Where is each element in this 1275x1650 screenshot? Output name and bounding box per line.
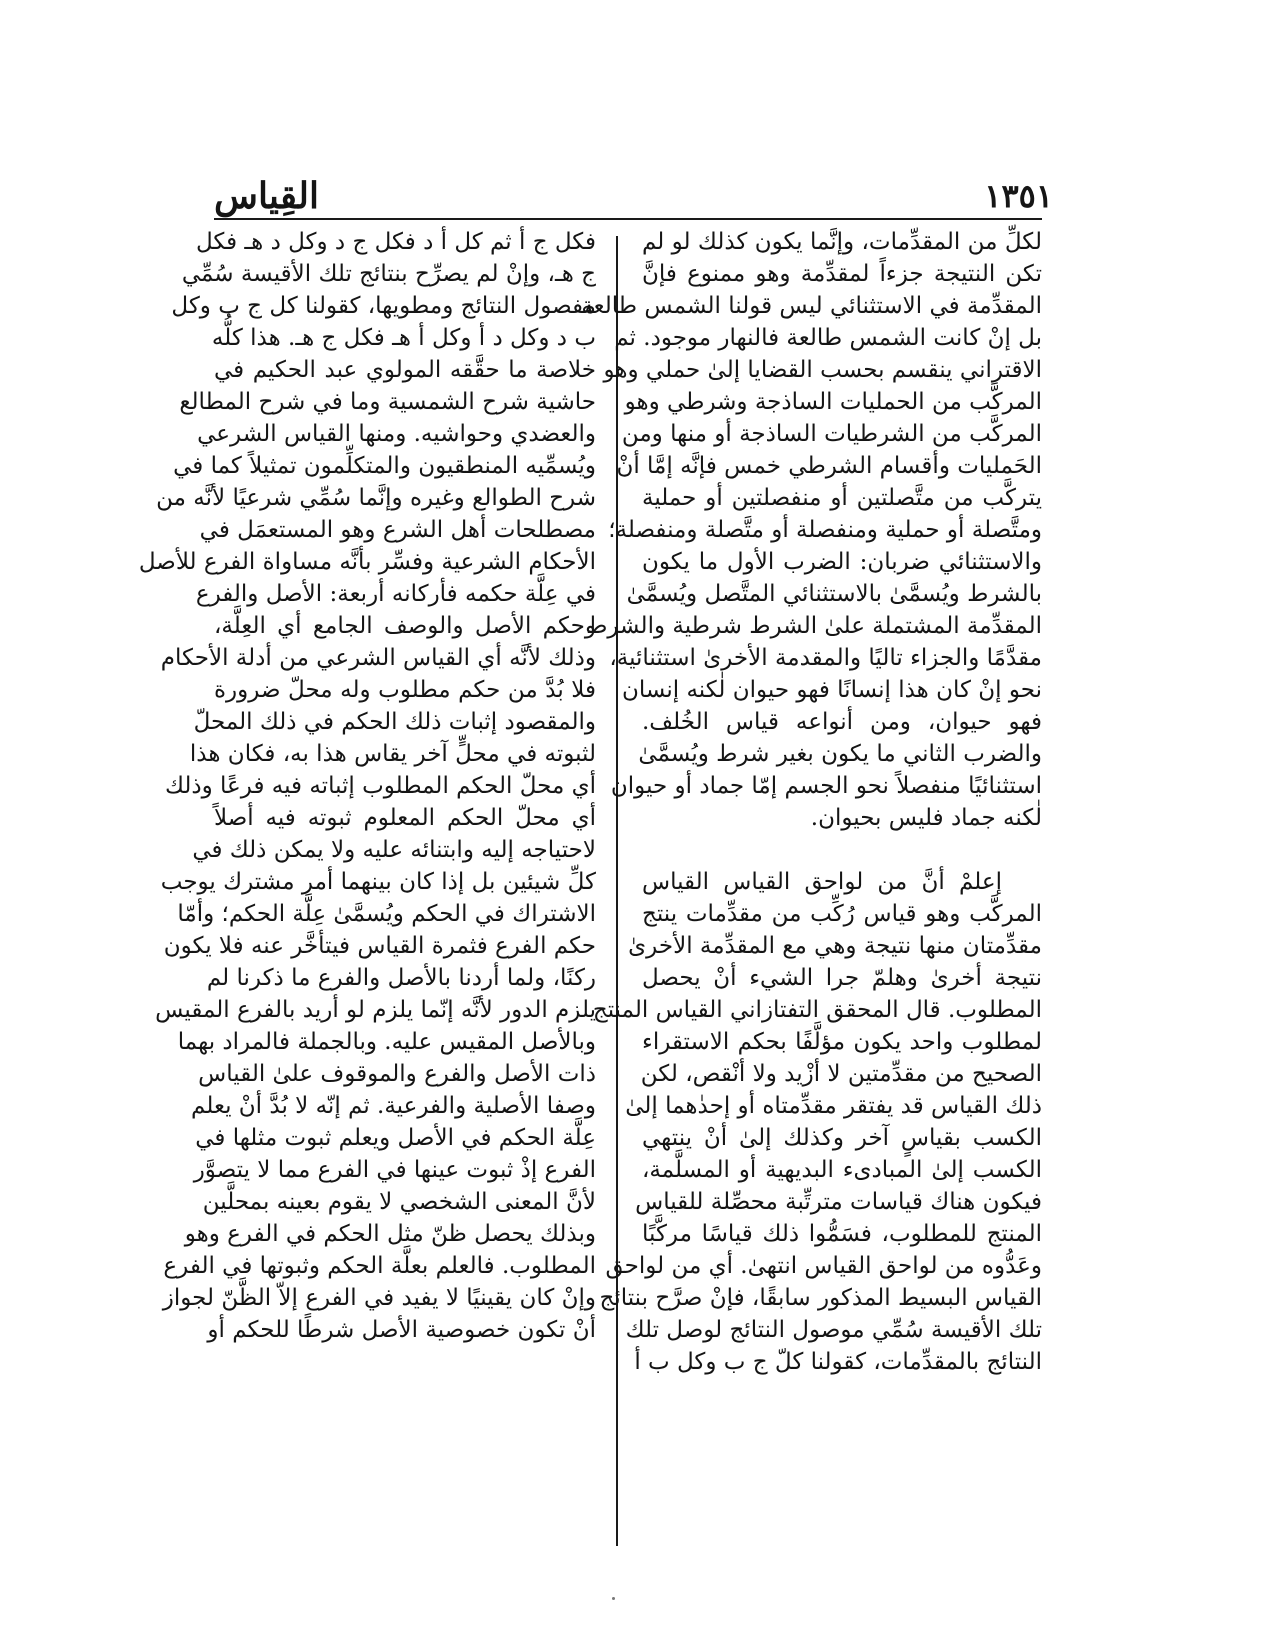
text-line: المطلوب. فالعلم بعلَّة الحكم وثبوتها في الفرع <box>163 1253 596 1279</box>
text-line: الفرع إذْ ثبوت عينها في الفرع مما لا يتصوَّر <box>193 1157 596 1183</box>
text-line: لاحتياجه إليه وابتنائه عليه ولا يمكن ذلك في <box>192 837 596 863</box>
text-line: أنْ تكون خصوصية الأصل شرطًا للحكم أو <box>207 1317 596 1343</box>
text-line: وبذلك يحصل ظنّ مثل الحكم في الفرع وهو <box>184 1221 596 1247</box>
text-line: والاستثنائي ضربان: الضرب الأول ما يكون <box>642 549 1042 575</box>
text-line: أي محلّ الحكم المطلوب إثباته فيه فرعًا وذلك <box>164 773 596 799</box>
text-line: والعضدي وحواشيه. ومنها القياس الشرعي <box>197 421 596 447</box>
text-line: ج هـ، وإنْ لم يصرِّح بنتائج تلك الأقيسة سُمِّي <box>181 261 596 287</box>
text-line: المركَّب من الحمليات الساذجة وشرطي وهو <box>624 389 1042 415</box>
text-line: وعَدُّوه من لواحق القياس انتهىٰ. أي من لواحق <box>605 1253 1042 1279</box>
text-line: المقدِّمة في الاستثنائي ليس قولنا الشمس طالعة <box>581 293 1042 319</box>
text-line: نحو إنْ كان هذا إنسانًا فهو حيوان لٰكنه إنسان <box>621 677 1042 703</box>
text-line: يلزم الدور لأنَّه إنّما يلزم لو أريد بالفرع المقيس <box>155 997 596 1023</box>
text-line: حكم الفرع فثمرة القياس فيتأخَّر عنه فلا يكون <box>163 933 596 959</box>
text-line: بل إنْ كانت الشمس طالعة فالنهار موجود. ثم <box>614 325 1042 351</box>
text-line: استثنائيًا منفصلاً نحو الجسم إمّا جماد أو حيوان <box>610 773 1042 799</box>
text-line: لٰكنه جماد فليس بحيوان. <box>810 805 1042 831</box>
text-line: مصطلحات أهل الشرع وهو المستعمَل في <box>199 517 596 543</box>
text-line: ذلك القياس قد يفتقر مقدِّمتاه أو إحدٰهما إلىٰ <box>625 1093 1042 1119</box>
text-line: فيكون هناك قياسات مترتِّبة محصِّلة للقياس <box>635 1189 1042 1215</box>
text-line: إعلمْ أنَّ من لواحق القياس القياس <box>642 869 1002 895</box>
text-line: تلك الأقيسة سُمِّي موصول النتائج لوصل تلك <box>625 1317 1042 1343</box>
text-line: الأحكام الشرعية وفسِّر بأنَّه مساواة الفرع للأصل <box>138 549 596 575</box>
text-line: النتائج بالمقدِّمات، كقولنا كلّ ج ب وكل ب أ <box>634 1349 1042 1375</box>
text-line: عِلَّة الحكم في الأصل ويعلم ثبوت مثلها في <box>195 1125 596 1151</box>
text-line: أي محلّ الحكم المعلوم ثبوته فيه أصلاً <box>214 805 596 831</box>
text-line: في عِلَّة حكمه فأركانه أربعة: الأصل والفرع <box>195 581 596 607</box>
text-line: لمطلوب واحد يكون مؤلَّفًا بحكم الاستقراء <box>642 1029 1042 1055</box>
text-line: ومتَّصلة أو حملية ومنفصلة أو متَّصلة ومنفصلة؛ <box>608 517 1042 543</box>
text-line: مقدَّمًا والجزاء تاليًا والمقدمة الأخرىٰ استثنائية، <box>609 645 1042 671</box>
footer-mark <box>612 1597 615 1600</box>
text-line: وبالأصل المقيس عليه. وبالجملة فالمراد بهما <box>177 1029 596 1055</box>
text-line: الصحيح من مقدِّمتين لا أزْيد ولا أنْقص، لكن <box>640 1061 1042 1087</box>
text-line: الحَمليات وأقسام الشرطي خمس فإنَّه إمَّا أنْ <box>616 453 1042 479</box>
text-line: والضرب الثاني ما يكون بغير شرط ويُسمَّىٰ <box>638 741 1042 767</box>
text-line: كلِّ شيئين بل إذا كان بينهما أمر مشترك يوجب <box>160 869 596 895</box>
text-line: خلاصة ما حقَّقه المولوي عبد الحكيم في <box>214 357 596 383</box>
text-line: والمقصود إثبات ذلك الحكم في ذلك المحلّ <box>193 709 596 735</box>
text-line: مفصول النتائج ومطويها، كقولنا كل ج ب وكل <box>171 293 596 319</box>
text-line: نتيجة أخرىٰ وهلمّ جرا الشيء أنْ يحصل <box>642 965 1042 991</box>
text-line: الكسب إلىٰ المبادىء البديهية أو المسلَّمة، <box>642 1157 1042 1183</box>
text-line: حاشية شرح الشمسية وما في شرح المطالع <box>179 389 596 415</box>
text-line: المقدِّمة المشتملة علىٰ الشرط شرطية والشرط <box>586 613 1042 639</box>
text-line: القياس البسيط المذكور سابقًا، فإنْ صرَّح بنتائج <box>599 1285 1042 1311</box>
text-line: ذات الأصل والفرع والموقوف علىٰ القياس <box>198 1061 596 1087</box>
text-line: بالشرط ويُسمَّىٰ بالاستثنائي المتَّصل ويُسمَّىٰ <box>626 581 1042 607</box>
text-line: ب د وكل د أ وكل أ هـ فكل ج هـ. هذا كلُّه <box>211 325 596 351</box>
text-line: المنتج للمطلوب، فسَمُّوا ذلك قياسًا مركَّبًا <box>642 1221 1042 1247</box>
text-line: وحكم الأصل والوصف الجامع أي العِلَّة، <box>214 613 596 639</box>
paragraph-1 <box>581 226 1042 834</box>
text-line: المركَّب من الشرطيات الساذجة أو منها ومن <box>621 421 1042 447</box>
text-line: مقدِّمتان منها نتيجة وهي مع المقدِّمة الأخرىٰ <box>628 933 1042 959</box>
text-line: وذلك لأنَّه أي القياس الشرعي من أدلة الأحكام <box>160 645 596 671</box>
left-column <box>138 226 596 1346</box>
text-line: وصفا الأصلية والفرعية. ثم إنّه لا بُدَّ أنْ يعلم <box>191 1093 596 1119</box>
text-line: فكل ج أ ثم كل أ د فكل ج د وكل د هـ فكل <box>195 229 596 255</box>
text-line: تكن النتيجة جزءاً لمقدِّمة وهو ممنوع فإنَّ <box>642 261 1042 287</box>
text-line: المطلوب. قال المحقق التفتازاني القياس المنتج <box>592 997 1042 1023</box>
text-line: الكسب بقياسٍ آخر وكذلك إلىٰ أنْ ينتهي <box>642 1125 1042 1151</box>
text-line: شرح الطوالع وغيره وإنَّما سُمِّي شرعيًا لأنَّه من <box>156 485 596 511</box>
paragraph-2 <box>592 866 1042 1378</box>
text-line: وإنْ كان يقينيًا لا يفيد في الفرع إلاّ الظَّنّ لجواز <box>162 1285 596 1311</box>
text-line: لثبوته في محلٍّ آخر يقاس هذا به، فكان هذا <box>189 741 596 767</box>
text-line: لكلِّ من المقدِّمات، وإنَّما يكون كذلك لو لم <box>642 229 1042 255</box>
text-line: ركنًا، ولما أردنا بالأصل والفرع ما ذكرنا لم <box>206 965 596 991</box>
header-rule <box>214 218 1042 220</box>
text-line: يتركَّب من متَّصلتين أو منفصلتين أو حملية <box>642 485 1042 511</box>
column-divider <box>616 236 618 1546</box>
text-line: ويُسمِّيه المنطقيون والمتكلِّمون تمثيلاً كما في <box>173 453 596 479</box>
text-line: الاقتراني ينقسم بحسب القضايا إلىٰ حملي وهو <box>603 357 1042 383</box>
text-line: فهو حيوان، ومن أنواعه قياس الخُلف. <box>642 709 1042 735</box>
text-line: لأنَّ المعنى الشخصي لا يقوم بعينه بمحلَّين <box>202 1189 596 1215</box>
text-line: فلا بُدَّ من حكم مطلوب وله محلّ ضرورة <box>214 677 596 703</box>
running-header-title: القِياس <box>214 175 319 217</box>
text-line: الاشتراك في الحكم ويُسمَّىٰ عِلَّة الحكم؛ وأمّا <box>177 901 596 927</box>
right-column <box>581 226 1042 1378</box>
paragraph-gap <box>642 834 1042 866</box>
text-line: المركَّب وهو قياس رُكِّب من مقدِّمات ينتج <box>642 901 1042 927</box>
page-number: ١٣٥١ <box>984 177 1053 215</box>
